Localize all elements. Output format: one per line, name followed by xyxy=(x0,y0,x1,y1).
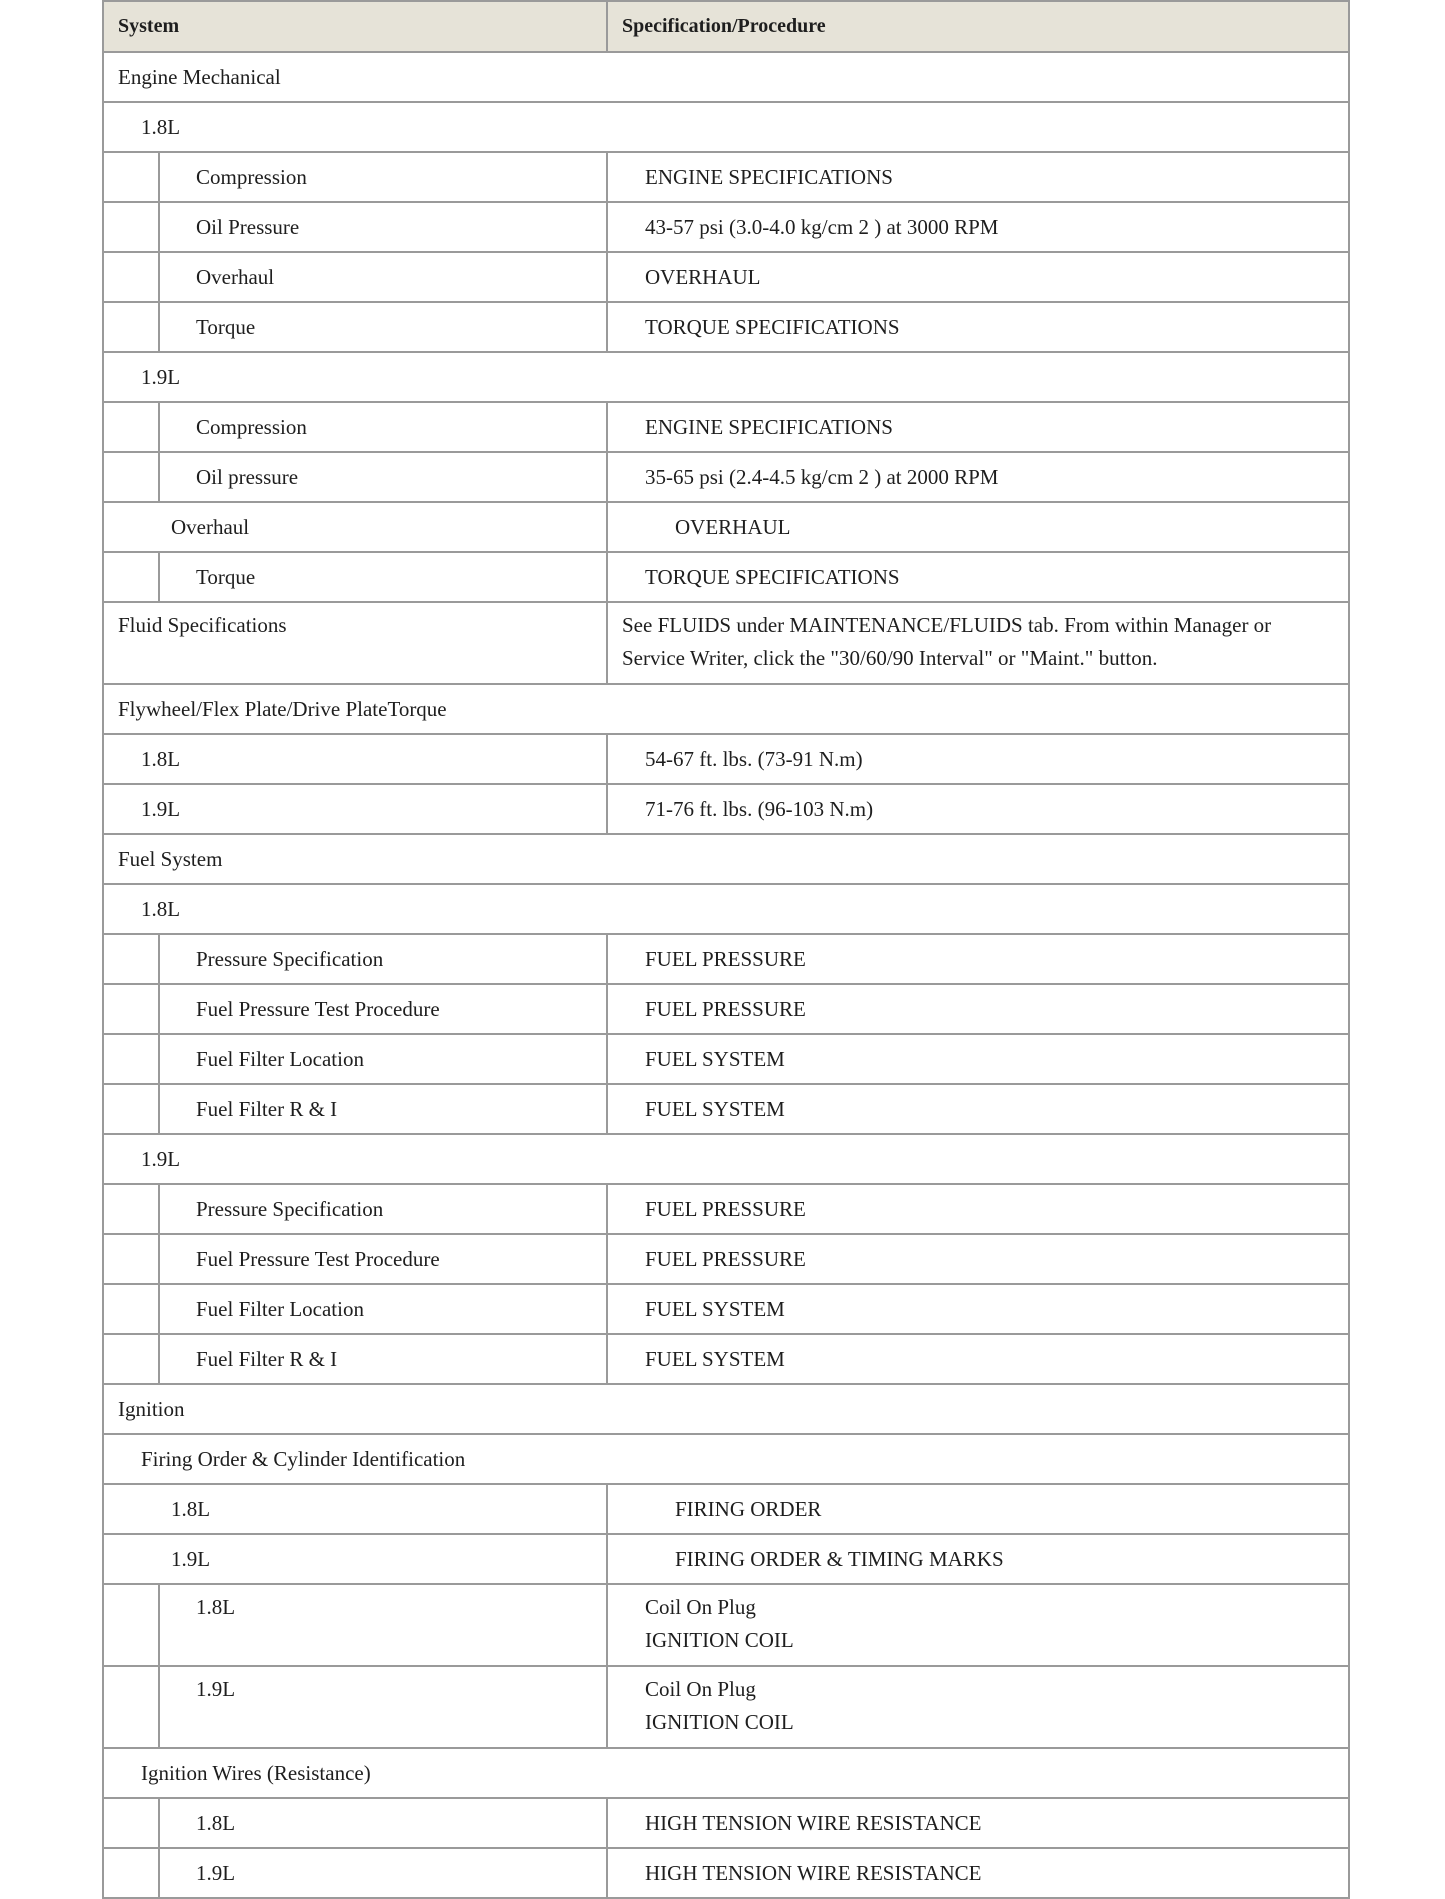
row-label: 1.9L xyxy=(104,785,608,833)
row-label: 1.8L xyxy=(104,735,608,783)
row-value: 43-57 psi (3.0-4.0 kg/cm 2 ) at 3000 RPM xyxy=(645,215,999,239)
table-row xyxy=(104,785,1348,835)
indent-divider xyxy=(158,1849,160,1897)
table-row xyxy=(104,735,1348,785)
table-row xyxy=(104,1085,1348,1135)
subsection-row-engine-18 xyxy=(104,103,1348,153)
row-value-link[interactable]: ENGINE SPECIFICATIONS xyxy=(645,415,893,439)
row-label: Fluid Specifications xyxy=(104,603,608,683)
table-row xyxy=(104,1235,1348,1285)
indent-divider xyxy=(158,553,160,601)
table-row xyxy=(104,403,1348,453)
section-row-ignition xyxy=(104,1385,1348,1435)
indent-divider xyxy=(158,1035,160,1083)
section-row-engine xyxy=(104,53,1348,103)
table-row xyxy=(104,1035,1348,1085)
row-value-line: Coil On Plug xyxy=(645,1677,756,1701)
table-row-fluid xyxy=(104,603,1348,685)
indent-divider xyxy=(158,253,160,301)
section-title: Flywheel/Flex Plate/Drive PlateTorque xyxy=(118,697,447,721)
table-row xyxy=(104,1535,1348,1585)
row-value xyxy=(608,1667,1348,1747)
indent-divider xyxy=(158,1235,160,1283)
subsection-row-firing xyxy=(104,1435,1348,1485)
row-value-link[interactable]: HIGH TENSION WIRE RESISTANCE xyxy=(645,1861,982,1885)
indent-divider xyxy=(158,203,160,251)
row-value-link[interactable]: TORQUE SPECIFICATIONS xyxy=(645,565,900,589)
row-label: Pressure Specification xyxy=(104,1185,608,1233)
table-row xyxy=(104,1585,1348,1667)
row-value-link[interactable]: FUEL SYSTEM xyxy=(645,1097,785,1121)
subsection-row-wires xyxy=(104,1749,1348,1799)
row-label: 1.9L xyxy=(104,1849,608,1897)
subsection-row-engine-19 xyxy=(104,353,1348,403)
indent-divider xyxy=(158,153,160,201)
row-value: 71-76 ft. lbs. (96-103 N.m) xyxy=(645,797,874,821)
row-value-line: Coil On Plug xyxy=(645,1595,756,1619)
row-value-link[interactable]: FUEL PRESSURE xyxy=(645,1197,806,1221)
row-value-link[interactable]: FUEL SYSTEM xyxy=(645,1347,785,1371)
row-label: 1.9L xyxy=(104,1535,608,1583)
row-label: Compression xyxy=(104,403,608,451)
table-row xyxy=(104,1285,1348,1335)
table-row xyxy=(104,203,1348,253)
column-header-system: System xyxy=(104,2,608,51)
row-label: Fuel Filter Location xyxy=(104,1035,608,1083)
row-label: Oil pressure xyxy=(104,453,608,501)
spec-table xyxy=(102,0,1350,1899)
subsection-title: 1.8L xyxy=(141,897,181,921)
column-header-spec: Specification/Procedure xyxy=(622,15,826,37)
section-title: Ignition xyxy=(118,1397,185,1421)
section-row-fuel xyxy=(104,835,1348,885)
table-row xyxy=(104,1799,1348,1849)
section-title: Fuel System xyxy=(118,847,223,871)
indent-divider xyxy=(158,1085,160,1133)
table-row xyxy=(104,1667,1348,1749)
indent-divider xyxy=(158,1585,160,1665)
row-label: Pressure Specification xyxy=(104,935,608,983)
table-row xyxy=(104,503,1348,553)
row-value-link[interactable]: HIGH TENSION WIRE RESISTANCE xyxy=(645,1811,982,1835)
row-value-link[interactable]: IGNITION COIL xyxy=(645,1628,794,1652)
indent-divider xyxy=(158,1285,160,1333)
row-label: Torque xyxy=(104,303,608,351)
table-row xyxy=(104,253,1348,303)
indent-divider xyxy=(158,935,160,983)
indent-divider xyxy=(158,1667,160,1747)
row-label: Fuel Filter Location xyxy=(104,1285,608,1333)
table-row xyxy=(104,553,1348,603)
indent-divider xyxy=(158,985,160,1033)
section-title: Engine Mechanical xyxy=(118,65,281,89)
indent-divider xyxy=(158,303,160,351)
row-value xyxy=(608,1585,1348,1665)
indent-divider xyxy=(158,1185,160,1233)
subsection-row-fuel-18 xyxy=(104,885,1348,935)
row-value-link[interactable]: FUEL PRESSURE xyxy=(645,947,806,971)
row-label: Overhaul xyxy=(104,503,608,551)
row-label: Compression xyxy=(104,153,608,201)
subsection-title: 1.9L xyxy=(141,1147,181,1171)
subsection-title: Ignition Wires (Resistance) xyxy=(141,1761,371,1785)
table-header xyxy=(104,0,1348,53)
row-label: Overhaul xyxy=(104,253,608,301)
row-value-link[interactable]: OVERHAUL xyxy=(675,515,791,539)
indent-divider xyxy=(158,453,160,501)
section-row-flywheel xyxy=(104,685,1348,735)
row-value-link[interactable]: FUEL PRESSURE xyxy=(645,1247,806,1271)
row-value: See FLUIDS under MAINTENANCE/FLUIDS tab. From within Manager or Service Writer, click the "30/60/90 Interval" or "Maint." button. xyxy=(622,613,1272,670)
row-value-link[interactable]: OVERHAUL xyxy=(645,265,761,289)
row-value-link[interactable]: FUEL PRESSURE xyxy=(645,997,806,1021)
table-row xyxy=(104,1185,1348,1235)
row-value-link[interactable]: IGNITION COIL xyxy=(645,1710,794,1734)
row-value-link[interactable]: TORQUE SPECIFICATIONS xyxy=(645,315,900,339)
subsection-row-fuel-19 xyxy=(104,1135,1348,1185)
table-row xyxy=(104,985,1348,1035)
row-label: Fuel Pressure Test Procedure xyxy=(104,985,608,1033)
indent-divider xyxy=(158,1335,160,1383)
table-row xyxy=(104,303,1348,353)
row-label: Fuel Filter R & I xyxy=(104,1335,608,1383)
table-row xyxy=(104,1485,1348,1535)
row-label: 1.8L xyxy=(104,1585,608,1665)
table-row xyxy=(104,1335,1348,1385)
row-value-link[interactable]: FUEL SYSTEM xyxy=(645,1297,785,1321)
row-value: 54-67 ft. lbs. (73-91 N.m) xyxy=(645,747,863,771)
row-value-link[interactable]: FIRING ORDER xyxy=(675,1497,822,1521)
table-row xyxy=(104,453,1348,503)
row-label: 1.9L xyxy=(104,1667,608,1747)
row-label: 1.8L xyxy=(104,1799,608,1847)
subsection-title: Firing Order & Cylinder Identification xyxy=(141,1447,466,1471)
subsection-title: 1.8L xyxy=(141,115,181,139)
table-row xyxy=(104,153,1348,203)
indent-divider xyxy=(158,1799,160,1847)
table-row xyxy=(104,935,1348,985)
row-label: Fuel Pressure Test Procedure xyxy=(104,1235,608,1283)
row-label: 1.8L xyxy=(104,1485,608,1533)
row-label: Fuel Filter R & I xyxy=(104,1085,608,1133)
row-label: Torque xyxy=(104,553,608,601)
indent-divider xyxy=(158,403,160,451)
row-value-link[interactable]: FIRING ORDER & TIMING MARKS xyxy=(675,1547,1004,1571)
row-value: 35-65 psi (2.4-4.5 kg/cm 2 ) at 2000 RPM xyxy=(645,465,999,489)
row-label: Oil Pressure xyxy=(104,203,608,251)
row-value-link[interactable]: FUEL SYSTEM xyxy=(645,1047,785,1071)
row-value-link[interactable]: ENGINE SPECIFICATIONS xyxy=(645,165,893,189)
subsection-title: 1.9L xyxy=(141,365,181,389)
table-row xyxy=(104,1849,1348,1899)
